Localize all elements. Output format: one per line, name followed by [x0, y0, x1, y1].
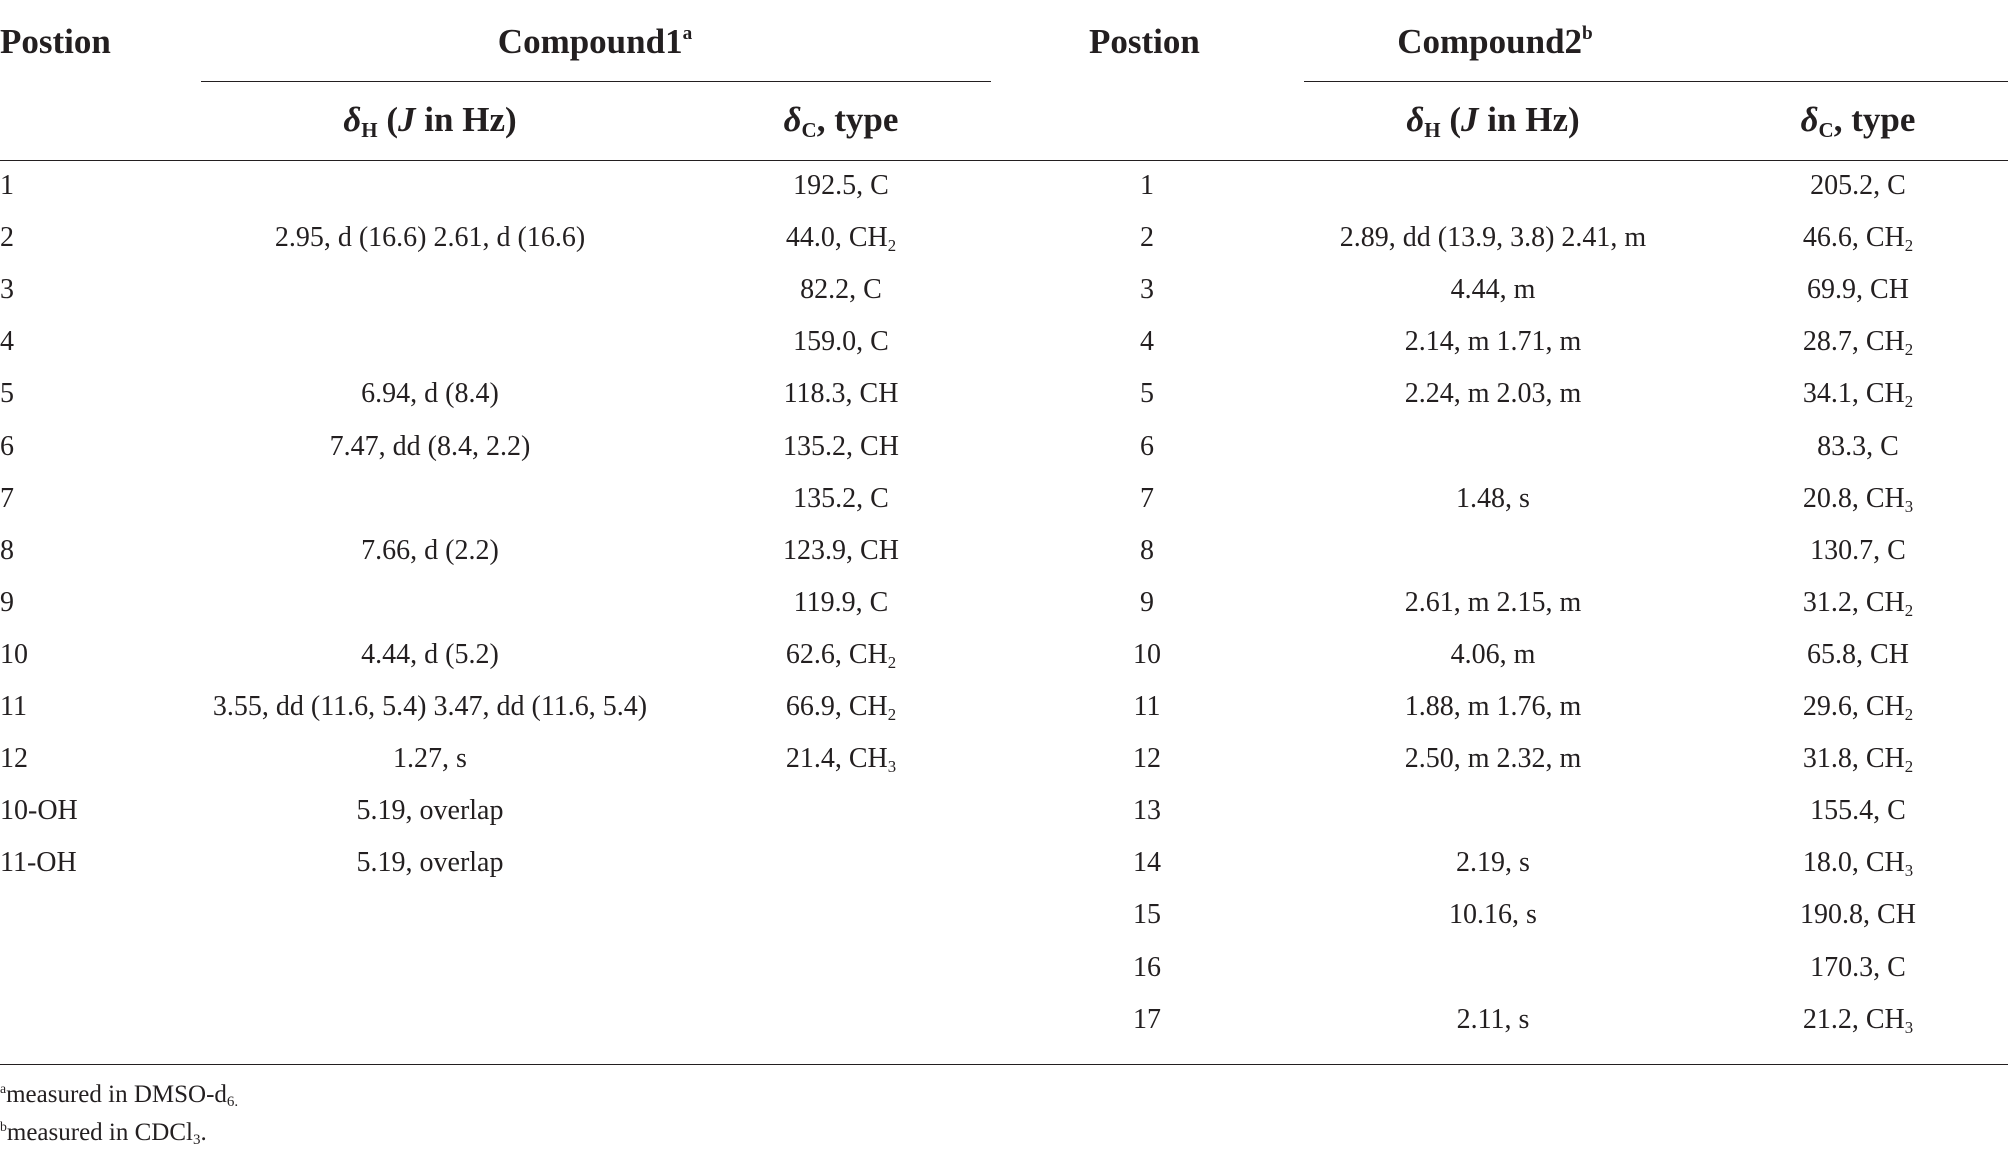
left-dc-cell — [793, 482, 889, 514]
right-dc-cell — [1802, 326, 1914, 360]
left-dc-cell — [785, 222, 897, 256]
right-position-cell: 12 — [1133, 743, 1161, 775]
right-dh-header: δH (J in Hz) — [1406, 100, 1580, 143]
right-position-cell: 1 — [1140, 170, 1154, 201]
right-dc-subscript: 2 — [1904, 392, 1914, 412]
right-dc-subscript: 2 — [1904, 340, 1914, 360]
left-position-cell: 10-OH — [0, 795, 78, 827]
left-dc-value: 135.2, CH — [783, 430, 899, 462]
right-dc-value: 130.7, C — [1810, 534, 1906, 566]
left-dh-cell: 3.55, dd (11.6, 5.4) 3.47, dd (11.6, 5.4) — [212, 691, 648, 722]
left-dc-value: 123.9, CH — [783, 534, 899, 566]
left-position-cell: 8 — [0, 534, 14, 566]
left-position-cell: 12 — [0, 743, 28, 775]
right-dc-value: 65.8, CH — [1807, 638, 1909, 670]
left-position-cell: 3 — [0, 274, 14, 306]
right-position-cell: 8 — [1140, 534, 1154, 566]
left-position-cell: 1 — [0, 170, 14, 201]
right-dc-value: 69.9, CH — [1807, 274, 1909, 306]
left-dh-rest: in Hz) — [415, 100, 517, 139]
compound2-header — [1397, 24, 1593, 59]
right-position-cell: 17 — [1133, 1003, 1161, 1035]
right-dc-cell — [1817, 430, 1899, 462]
compound1-header — [498, 24, 692, 59]
left-dh-cell: 7.47, dd (8.4, 2.2) — [329, 430, 531, 462]
left-dc-header — [783, 100, 899, 143]
left-dc-value: 21.4, CH — [785, 743, 888, 775]
right-dh-cell: 2.24, m 2.03, m — [1404, 378, 1582, 410]
right-position-cell: 5 — [1140, 378, 1154, 410]
compound2-underline — [1304, 81, 2008, 82]
left-position-cell: 10 — [0, 638, 28, 670]
right-dc-sub: C — [1818, 118, 1834, 143]
left-dc-value: 118.3, CH — [783, 378, 899, 410]
left-dh-symbol: δ — [343, 100, 362, 139]
right-dc-subscript: 2 — [1904, 236, 1914, 256]
table-bottom-rule — [0, 1064, 2008, 1065]
left-position-cell: 2 — [0, 222, 14, 254]
left-dh-cell: 5.19, overlap — [356, 795, 504, 827]
right-dh-symbol: δ — [1406, 100, 1425, 139]
left-position-cell: 9 — [0, 586, 14, 618]
right-dc-subscript: 2 — [1904, 757, 1914, 777]
right-dc-cell — [1800, 901, 1916, 929]
left-dc-value: 82.2, C — [800, 274, 882, 306]
right-dc-value: 31.2, CH — [1802, 586, 1905, 618]
right-dh-cell: 2.61, m 2.15, m — [1404, 586, 1582, 618]
footnote-a — [0, 1081, 239, 1110]
compound2-marker: b — [1582, 22, 1593, 44]
left-dc-cell — [785, 638, 897, 672]
left-dc-cell — [793, 328, 889, 356]
left-dc-value: 135.2, C — [793, 482, 889, 514]
left-dc-value: 66.9, CH — [785, 691, 888, 722]
left-dc-subscript: 2 — [887, 652, 897, 672]
right-position-cell: 15 — [1133, 899, 1161, 931]
right-dc-cell — [1810, 534, 1906, 566]
left-dc-value: 62.6, CH — [785, 638, 888, 670]
footnote-b-text: measured in CDCl — [6, 1119, 193, 1146]
right-dh-sub: H — [1424, 118, 1441, 143]
right-dc-subscript: 2 — [1904, 705, 1914, 725]
left-position-cell: 6 — [0, 430, 14, 462]
left-dh-cell: 6.94, d (8.4) — [361, 378, 499, 410]
right-dh-rest: in Hz) — [1478, 100, 1580, 139]
right-dh-cell: 4.06, m — [1450, 638, 1536, 670]
left-dc-sub: C — [801, 118, 817, 143]
footnote-a-text: measured in DMSO-d — [6, 1081, 227, 1108]
footnote-b — [0, 1119, 207, 1148]
right-dc-cell — [1802, 482, 1914, 516]
left-position-cell: 7 — [0, 482, 14, 514]
left-position-cell: 5 — [0, 378, 14, 410]
left-position-cell: 11-OH — [0, 847, 77, 879]
left-dc-value: 159.0, C — [793, 326, 889, 358]
right-dc-cell — [1802, 743, 1914, 777]
footnote-b-sub: 3 — [192, 1131, 201, 1148]
left-dc-value: 119.9, C — [793, 586, 889, 618]
left-dc-cell — [800, 276, 882, 304]
right-dh-cell: 10.16, s — [1449, 899, 1537, 931]
left-dh-cell: 1.27, s — [393, 743, 467, 775]
right-dc-value: 18.0, CH — [1802, 847, 1905, 879]
footnote-b-tail: . — [200, 1119, 207, 1146]
left-position-cell: 4 — [0, 326, 14, 358]
left-dc-cell — [784, 380, 899, 408]
left-dc-cell — [785, 691, 897, 725]
footnote-a-marker: a — [0, 1081, 7, 1097]
left-dc-cell — [783, 430, 899, 462]
right-dh-cell: 2.14, m 1.71, m — [1404, 326, 1582, 358]
right-dc-cell — [1802, 847, 1914, 881]
right-dc-cell — [1810, 172, 1906, 200]
left-dc-subscript: 2 — [887, 236, 897, 256]
right-dc-value: 46.6, CH — [1802, 222, 1905, 254]
left-dc-subscript: 2 — [887, 705, 897, 725]
right-dc-value: 155.4, C — [1810, 795, 1906, 827]
right-dc-value: 21.2, CH — [1802, 1003, 1905, 1035]
right-dc-cell — [1802, 1003, 1914, 1037]
header-bottom-rule — [0, 160, 2008, 161]
right-dc-cell — [1807, 638, 1909, 670]
left-dh-sub: H — [361, 118, 378, 143]
left-dc-subscript: 3 — [887, 757, 897, 777]
right-dc-value: 29.6, CH — [1802, 691, 1905, 722]
right-dc-cell — [1802, 691, 1914, 725]
left-dc-cell — [785, 743, 897, 777]
left-dc-rest: , type — [816, 100, 899, 139]
right-position-cell: 7 — [1140, 482, 1154, 514]
right-dh-cell: 2.11, s — [1456, 1003, 1530, 1035]
left-dc-value: 192.5, C — [793, 170, 889, 201]
right-dc-cell — [1802, 222, 1914, 256]
right-position-cell: 9 — [1140, 586, 1154, 618]
right-position-cell: 13 — [1133, 795, 1161, 827]
right-dc-value: 170.3, C — [1810, 951, 1906, 983]
compound1-label: Compound1 — [497, 22, 683, 61]
right-dh-cell: 2.89, dd (13.9, 3.8) 2.41, m — [1339, 222, 1647, 254]
left-dc-value: 44.0, CH — [785, 222, 888, 254]
right-position-cell: 3 — [1140, 274, 1154, 306]
right-dc-cell — [1810, 951, 1906, 983]
right-dc-cell — [1807, 276, 1909, 304]
right-dc-subscript: 3 — [1904, 861, 1914, 881]
right-dc-rest: , type — [1833, 100, 1916, 139]
right-dh-cell: 2.50, m 2.32, m — [1404, 743, 1582, 775]
right-dh-cell: 1.48, s — [1456, 482, 1530, 514]
footnote-a-sub: 6. — [226, 1093, 239, 1110]
right-dh-cell: 4.44, m — [1450, 274, 1536, 306]
left-dc-cell — [793, 172, 889, 200]
left-dh-cell: 4.44, d (5.2) — [361, 638, 499, 670]
compound1-underline — [201, 81, 991, 82]
right-dc-value: 83.3, C — [1817, 430, 1899, 462]
right-dh-cell: 2.19, s — [1456, 847, 1530, 879]
right-dc-cell — [1810, 797, 1906, 825]
right-dc-subscript: 3 — [1904, 1017, 1914, 1037]
right-dc-value: 31.8, CH — [1802, 743, 1905, 775]
right-dc-cell — [1802, 586, 1914, 620]
footnote-b-marker: b — [0, 1119, 7, 1135]
left-dh-j: J — [398, 100, 416, 139]
left-position-cell: 11 — [0, 691, 27, 722]
right-position-cell: 10 — [1133, 638, 1161, 670]
right-dc-symbol: δ — [1800, 100, 1819, 139]
compound2-label: Compound2 — [1397, 22, 1583, 61]
right-position-cell: 6 — [1140, 430, 1154, 462]
left-dc-cell — [783, 534, 899, 566]
right-position-cell: 16 — [1133, 951, 1161, 983]
left-dh-cell: 5.19, overlap — [356, 847, 504, 879]
left-dh-header: δH (J in Hz) — [343, 100, 517, 143]
right-dc-subscript: 3 — [1904, 496, 1914, 516]
right-position-cell: 11 — [1133, 691, 1161, 722]
left-dc-cell — [793, 586, 889, 618]
left-dh-cell: 7.66, d (2.2) — [361, 534, 499, 566]
right-position-cell: 14 — [1133, 847, 1161, 879]
left-dc-symbol: δ — [783, 100, 802, 139]
left-position-header: Postion — [0, 22, 111, 61]
right-dc-value: 20.8, CH — [1802, 482, 1905, 514]
right-dc-cell — [1802, 378, 1914, 412]
right-dc-value: 28.7, CH — [1802, 326, 1905, 358]
left-dh-cell: 2.95, d (16.6) 2.61, d (16.6) — [274, 222, 586, 254]
right-dc-subscript: 2 — [1904, 600, 1914, 620]
right-position-header: Postion — [1089, 22, 1200, 61]
right-position-cell: 2 — [1140, 222, 1154, 254]
right-dc-header — [1800, 100, 1916, 143]
right-dc-value: 190.8, CH — [1800, 899, 1916, 931]
right-position-cell: 4 — [1140, 326, 1154, 358]
right-dc-value: 205.2, C — [1810, 170, 1906, 201]
right-dh-j: J — [1461, 100, 1479, 139]
right-dh-cell: 1.88, m 1.76, m — [1404, 691, 1582, 722]
compound1-marker: a — [682, 22, 693, 44]
right-dc-value: 34.1, CH — [1802, 378, 1905, 410]
